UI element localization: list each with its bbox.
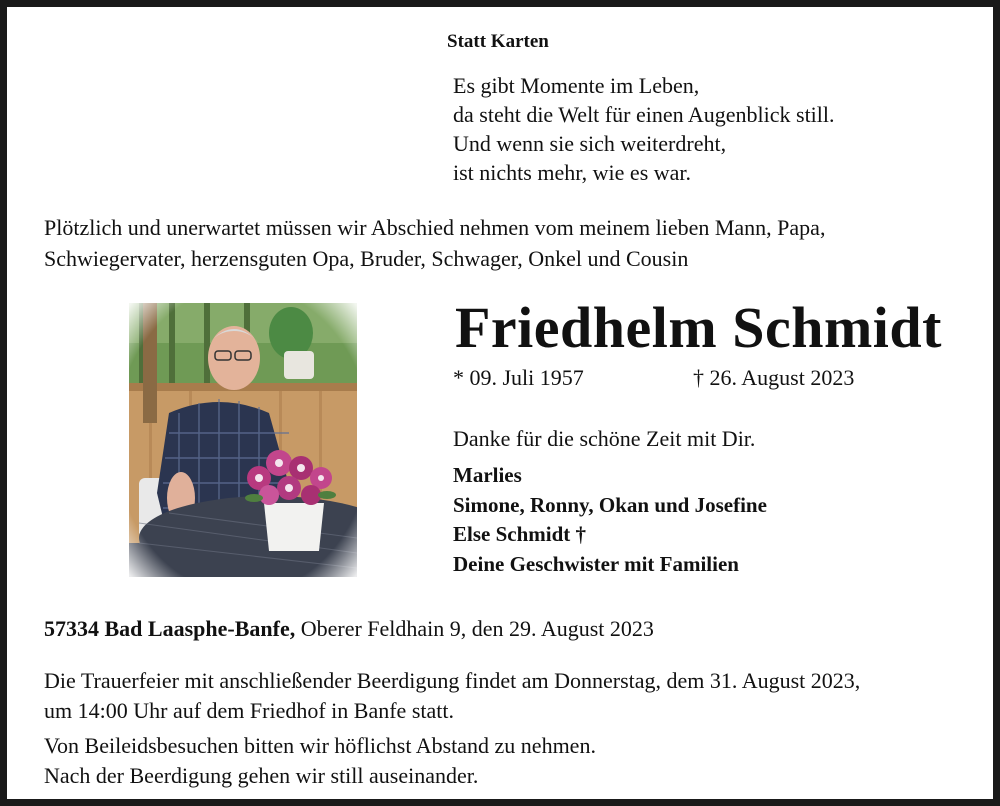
mourner-line: Deine Geschwister mit Familien bbox=[453, 551, 739, 576]
poem bbox=[453, 71, 835, 187]
mourners-list bbox=[453, 461, 767, 579]
deceased-name: Friedhelm Schmidt bbox=[455, 295, 942, 360]
address-city: 57334 Bad Laasphe-Banfe, bbox=[44, 616, 296, 641]
poem-line: Und wenn sie sich weiterdreht, bbox=[453, 131, 727, 156]
poem-line: da steht die Welt für einen Augenblick still. bbox=[453, 102, 835, 127]
address-detail: Oberer Feldhain 9, den 29. August 2023 bbox=[295, 616, 654, 641]
death-date: † 26. August 2023 bbox=[693, 365, 855, 390]
closing-notice bbox=[44, 731, 596, 791]
funeral-line: um 14:00 Uhr auf dem Friedhof in Banfe statt. bbox=[44, 698, 454, 723]
intro-line: Schwiegervater, herzensguten Opa, Bruder, Schwager, Onkel und Cousin bbox=[44, 246, 689, 271]
mourner-line: Marlies bbox=[453, 463, 522, 487]
poem-line: ist nichts mehr, wie es war. bbox=[453, 160, 692, 185]
closing-line: Nach der Beerdigung gehen wir still auseinander. bbox=[44, 763, 479, 788]
intro-text bbox=[44, 212, 825, 274]
header-statt-karten: Statt Karten bbox=[447, 31, 549, 52]
intro-line: Plötzlich und unerwartet müssen wir Abschied nehmen vom meinem lieben Mann, Papa, bbox=[44, 215, 826, 240]
thanks-line: Danke für die schöne Zeit mit Dir. bbox=[453, 426, 756, 451]
portrait-photo bbox=[129, 303, 357, 577]
funeral-line: Die Trauerfeier mit anschließender Beerdigung findet am Donnerstag, dem 31. August 2023, bbox=[44, 668, 861, 693]
poem-line: Es gibt Momente im Leben, bbox=[453, 73, 700, 98]
closing-line: Von Beileidsbesuchen bitten wir höflichst Abstand zu nehmen. bbox=[44, 733, 596, 758]
mourner-line: Simone, Ronny, Okan und Josefine bbox=[453, 492, 767, 517]
mourner-line: Else Schmidt † bbox=[453, 522, 587, 546]
address-line bbox=[44, 616, 654, 642]
funeral-info bbox=[44, 666, 860, 726]
birth-date: * 09. Juli 1957 bbox=[453, 365, 584, 390]
